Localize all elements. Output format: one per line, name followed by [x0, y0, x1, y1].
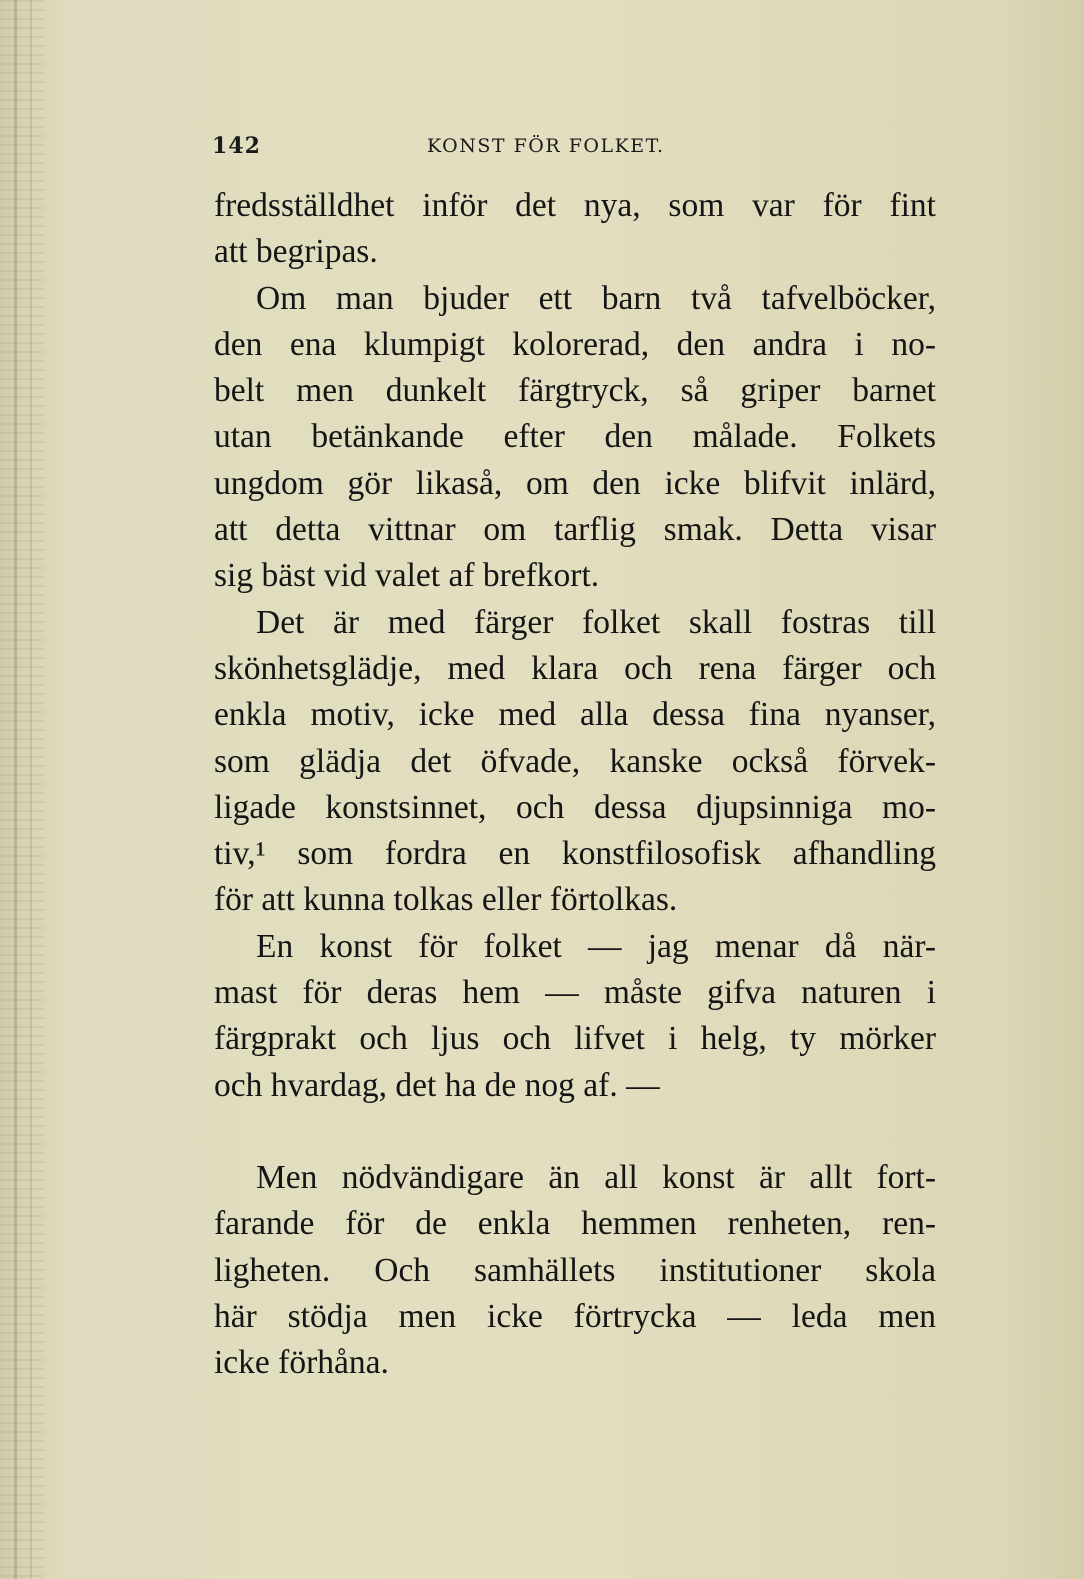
text-line: icke förhåna. — [214, 1344, 389, 1382]
section-break — [214, 1109, 936, 1155]
text-line: att begripas. — [214, 233, 378, 271]
paragraph — [214, 600, 936, 924]
text-line: ligade konstsinnet, och dessa djupsinniga mo- — [214, 788, 936, 826]
text-line: skönhetsglädje, med klara och rena färger och — [214, 649, 936, 687]
text-line: Det är med färger folket skall fostras till — [256, 603, 936, 641]
paragraph — [214, 924, 936, 1109]
paragraph — [214, 276, 936, 600]
text-line: som glädja det öfvade, kanske också förvek- — [214, 742, 936, 780]
paragraph — [214, 1155, 936, 1386]
running-head — [212, 133, 732, 167]
text-line: mast för deras hem — måste gifva naturen i — [214, 974, 936, 1012]
text-line: Om man bjuder ett barn två tafvelböcker, — [256, 279, 936, 317]
text-line: för att kunna tolkas eller förtolkas. — [214, 881, 678, 919]
text-line: Men nödvändigare än all konst är allt fort- — [256, 1158, 936, 1196]
text-line: sig bäst vid valet af brefkort. — [214, 557, 600, 595]
text-line: utan betänkande efter den målade. Folkets — [214, 418, 936, 456]
text-line: tiv,¹ som fordra en konstfilosofisk afhandling — [214, 835, 936, 873]
text-line: den ena klumpigt kolorerad, den andra i no- — [214, 325, 936, 363]
text-line: belt men dunkelt färgtryck, så griper barnet — [214, 372, 936, 410]
binding-gutter — [0, 0, 44, 1579]
binding-edge-line — [30, 0, 32, 1579]
text-line: här stödja men icke förtrycka — leda men — [214, 1297, 936, 1335]
text-line: att detta vittnar om tarflig smak. Detta visar — [214, 511, 936, 549]
page-number: 142 — [212, 133, 261, 159]
text-line: En konst för folket — jag menar då när- — [256, 927, 936, 965]
running-title: KONST FÖR FOLKET. — [427, 135, 665, 157]
binding-edge-line — [14, 0, 17, 1579]
body-text — [214, 183, 936, 1386]
paragraph — [214, 183, 936, 276]
text-line: och hvardag, det ha de nog af. — — [214, 1066, 660, 1104]
text-line: ligheten. Och samhällets institutioner skola — [214, 1251, 936, 1289]
text-line: farande för de enkla hemmen renheten, ren- — [214, 1205, 936, 1243]
text-line: ungdom gör likaså, om den icke blifvit inlärd, — [214, 464, 936, 502]
text-line: färgprakt och ljus och lifvet i helg, ty mörker — [214, 1020, 936, 1058]
text-line: enkla motiv, icke med alla dessa fina nyanser, — [214, 696, 936, 734]
text-line: fredsställdhet inför det nya, som var för fint — [214, 187, 936, 224]
